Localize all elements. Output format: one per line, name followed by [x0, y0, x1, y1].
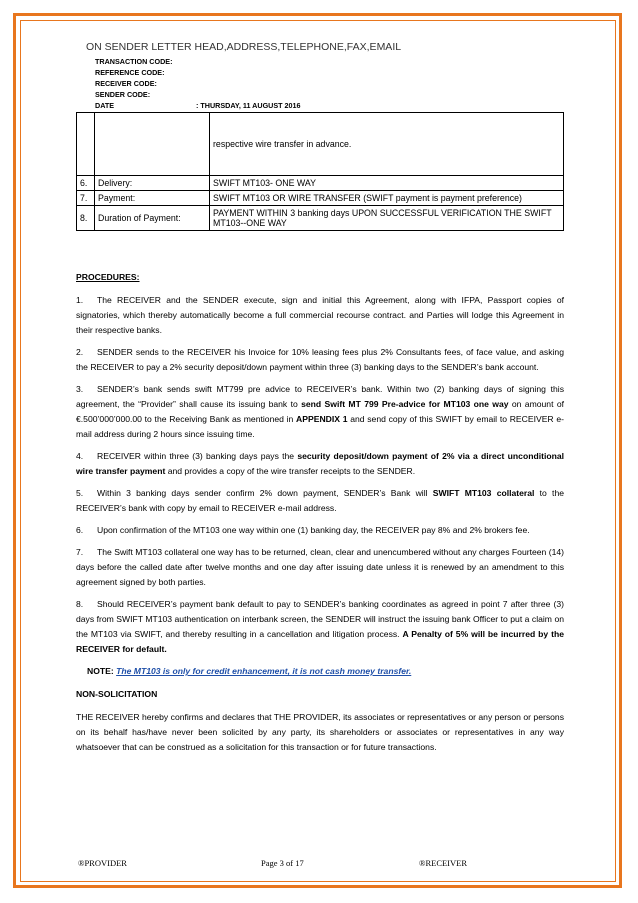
item-text: SENDER’s bank sends swift MT799 pre advice to RECEIVER’s bank. Within two (2) banking days of signing this agreement, the “Provider” shall cause its issuing bank to — [76, 384, 564, 409]
item-text: SENDER sends to the RECEIVER his Invoice for 10% leasing fees plus 2% Consultants fees, of face value, and asking the RECEIVER to pay a 2% security deposit/down payment within three (3) banking days to the SENDER’s bank account. — [76, 347, 564, 372]
letterhead-title: ON SENDER LETTER HEAD,ADDRESS,TELEPHONE,FAX,EMAIL — [86, 41, 402, 53]
item-text: RECEIVER within three (3) banking days pays the — [97, 451, 298, 461]
date-row — [95, 100, 301, 111]
procedure-2 — [76, 345, 564, 375]
item-text-bold: send Swift MT 799 Pre-advice for MT103 one way — [301, 399, 509, 409]
date-value: : THURSDAY, 11 AUGUST 2016 — [196, 101, 301, 110]
procedure-6 — [76, 523, 564, 538]
item-text-bold: SWIFT MT103 collateral — [432, 488, 535, 498]
terms-table — [76, 112, 564, 231]
row-label: Delivery: — [95, 176, 210, 191]
item-number: 7. — [76, 547, 84, 557]
main-content — [76, 270, 564, 762]
note-line — [87, 664, 564, 679]
procedures-heading: PROCEDURES: — [76, 272, 140, 282]
item-text: Upon confirmation of the MT103 one way within one (1) banking day, the RECEIVER pay 8% and 2% brokers fee. — [97, 525, 530, 535]
item-text-bold: security deposit/down payment of 2% via a direct unconditional wire transfer payment — [76, 451, 564, 476]
note-link[interactable]: The MT103 is only for credit enhancement, it is not cash money transfer. — [116, 666, 412, 676]
row-number: 8. — [77, 206, 95, 231]
procedure-1 — [76, 293, 564, 338]
item-number: 6. — [76, 525, 84, 535]
procedure-7 — [76, 545, 564, 590]
item-text: The Swift MT103 collateral one way has to be returned, clean, clear and unencumbered without any charges Fourteen (14) days before the called date after twelve months and one day after issuing date unless it is renewed by an amendment to this agreement signed by both parties. — [76, 547, 564, 587]
page-number: Page 3 of 17 — [261, 858, 304, 868]
sender-code: SENDER CODE: — [95, 90, 151, 99]
appendix-reference: APPENDIX 1 — [296, 414, 348, 424]
row-number: 7. — [77, 191, 95, 206]
table-row — [77, 206, 564, 231]
item-text: and send copy of this SWIFT by email to RECEIVER e-mail address during 2 hours since issuing time. — [76, 414, 564, 439]
date-label: DATE — [95, 101, 115, 110]
non-solicitation-text: THE RECEIVER hereby confirms and declares that THE PROVIDER, its associates or representatives or any person or persons on its behalf has/have never been solicited by any party, its shareholders or associates or representatives in any way whatsoever that can be construed as a solicitation for this transaction or for future transactions. — [76, 712, 564, 752]
non-solicitation-heading: NON-SOLICITATION — [76, 689, 158, 699]
row-value: PAYMENT WITHIN 3 banking days UPON SUCCESSFUL VERIFICATION THE SWIFT MT103--ONE WAY — [210, 206, 564, 231]
codes-block — [95, 56, 301, 111]
penalty-text: A Penalty of 5% will be incurred by the RECEIVER for default. — [76, 629, 564, 654]
transaction-code: TRANSACTION CODE: — [95, 57, 173, 66]
row-value: SWIFT MT103 OR WIRE TRANSFER (SWIFT payment is payment preference) — [210, 191, 564, 206]
row-number: 6. — [77, 176, 95, 191]
item-number: 8. — [76, 599, 84, 609]
table-row — [77, 113, 564, 176]
item-text: on amount of €.500’000’000.00 to the Receiving Bank as mentioned in — [76, 399, 564, 424]
table-row — [77, 191, 564, 206]
table-cell — [77, 113, 95, 176]
footer-left: ®PROVIDER — [78, 858, 127, 868]
item-text: and provides a copy of the wire transfer receipts to the SENDER. — [165, 466, 416, 476]
item-number: 2. — [76, 347, 84, 357]
item-text: The RECEIVER and the SENDER execute, sign and initial this Agreement, along with IFPA, Passport copies of signatories, which thereby automatically become a full commercial recourse contract. and Parties will lodge this Agreement in their respective banks. — [76, 295, 564, 335]
item-text: to the RECEIVER’s bank with copy by email to RECEIVER e-mail address. — [76, 488, 565, 513]
reference-code: REFERENCE CODE: — [95, 68, 165, 77]
footer-right: ®RECEIVER — [419, 858, 468, 868]
table-cell-continued: respective wire transfer in advance. — [210, 113, 564, 176]
procedure-3 — [76, 382, 564, 442]
receiver-code: RECEIVER CODE: — [95, 79, 157, 88]
procedure-4 — [76, 449, 564, 479]
item-number: 5. — [76, 488, 84, 498]
item-text: Should RECEIVER’s payment bank default to pay to SENDER’s banking coordinates as agreed in point 7 after three (3) days from SWIFT MT103 authentication on interbank screen, the SENDER will instruct the issuing bank Officer to put a claim on the MT103 via SWIFT, and thereby resulting in a cancellation and litigation process. — [76, 599, 564, 639]
procedure-8 — [76, 597, 564, 657]
item-number: 3. — [76, 384, 84, 394]
item-text: Within 3 banking days sender confirm 2% down payment, SENDER’s Bank will — [97, 488, 433, 498]
table-cell — [95, 113, 210, 176]
item-number: 1. — [76, 295, 84, 305]
row-label: Duration of Payment: — [95, 206, 210, 231]
procedure-5 — [76, 486, 564, 516]
table-row — [77, 176, 564, 191]
note-label: NOTE: — [87, 666, 117, 676]
row-label: Payment: — [95, 191, 210, 206]
item-number: 4. — [76, 451, 84, 461]
row-value: SWIFT MT103- ONE WAY — [210, 176, 564, 191]
